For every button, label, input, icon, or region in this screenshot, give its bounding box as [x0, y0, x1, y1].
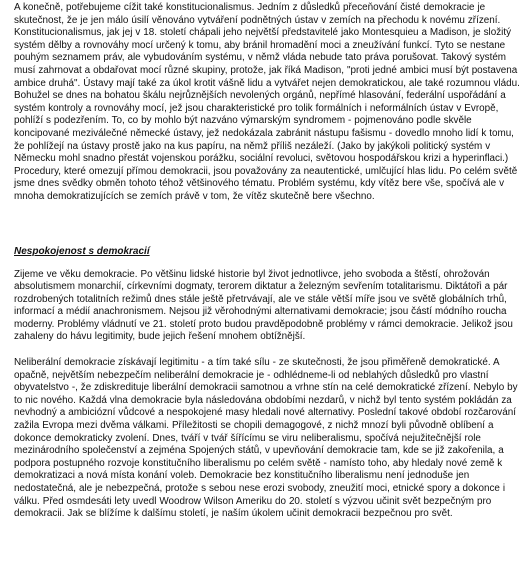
paragraph-constitutionalism: A konečně, potřebujeme cížit také konstitucionalismus. Jedním z důsledků přeceňování čisté demokracie je skutečnost, že je jen málo úsilí věnováno vytváření podnětných ústav v zemích na přechodu k novému zřízení. Konstitucionalismus, jak jej v 18. století chápali jeho největší představitelé jako Montesquieu a Madison, je složitý systém dělby a rovnováhy mocí určený k tomu, aby bránil hromadění moci a zneužívání funkcí. Tyto se nestane pouhým seznamem práv, ale vybudováním systému, v němž vláda nebude tato práva porušovat. Takový systém musí zahrnovat a obdařovat mocí různé skupiny, protože, jak říká Madison, "proti jedné ambici musí být postavena ambice druhá". Ústavy mají také za úkol krotit vášně lidu a vytvářet nejen demokratickou, ale také rozumnou vládu. Bohužel se dnes na bohatou škálu nejrůznějších nevolených orgánů, nepřímé hlasování, federální uspořádání a systém kontroly a rovnováhy mocí, jež jsou charakteristické pro tolik formálních i neformálních ústav v Evropě, pohlíží s podezřením. To, co by mohlo být nazváno výmarským syndromem - pojmenováno podle skvěle koncipované meziválečné německé ústavy, jež nedokázala zabránit nástupu fašismu - dovedlo mnoho lidí k tomu, že pohlížejí na ústavy prostě jako na kus papíru, na němž příliš nezáleží. (Jako by jakýkoli politický systém v Německu mohl snadno přestát vojenskou porážku, sociální revoluci, světovou hospodářskou krizi a hyperinflaci.) Procedury, které omezují přímou demokracii, jsou považovány za neautentické, umlčující hlas lidu. Po celém světě jsme dnes svědky obměn tohoto téhož většinového tématu. Problém systému, kdy vítěz bere vše, spočívá ale v mnoha demokratizujících se zemích právě v tom, že vítěz skutečně bere všechno.: [14, 2, 520, 202]
paragraph-illiberal-democracies: Neliberální demokracie získávají legitimitu - a tím také sílu - ze skutečnosti, že jsou přiměřeně demokratické. A opačně, největším nebezpečím neliberální demokracie je - odhlédneme-li od neblahých důsledků pro vlastní obyvatelstvo -, že zdiskredituje liberální demokracii samotnou a vrhne stín na celé demokratické zřízení. Nebylo by to nic nového. Každá vlna demokracie byla následována obdobími nezdarů, v nichž byl tento systém pokládán za nevhodný a ambiciózní vůdcové a nespokojené masy hledali nové alternativy. Poslední takové období rozčarování zažila Evropa mezi dvěma válkami. Příležitosti se chopili demagogové, z nichž mnozí byli původně oblíbení a dokonce demokraticky zvolení. Dnes, tváří v tvář šířícímu se viru neliberalismu, spočívá nejužitečnější role mezinárodního společenství a zejména Spojených států, v upevňování demokracie tam, kde se již zakořenila, a podpora postupného rozvoje konstitučního liberalismu po celém světě - namísto toho, aby hledaly nové země k demokratizaci a nová místa konání voleb. Demokracie bez konstitučního liberalismu není jednoduše jen nedostatečná, ale je nebezpečná, protože s sebou nese erozi svobody, zneužití moci, etnické spory a dokonce i válku. Před osmdesáti lety uvedl Woodrow Wilson Ameriku do 20. století s výzvou učinit svět bezpečným pro demokracii. Jak se blížíme k dalšímu století, je naším úkolem učinit demokracii bezpečnou pro svět.: [14, 357, 518, 520]
section-heading: Nespokojenost s demokracií: [14, 245, 150, 257]
paragraph-age-of-democracy: Zijeme ve věku demokracie. Po většinu lidské historie byl život jednotlivce, jeho svoboda a štěstí, ohrožován absolutismem monarchií, církevními dogmaty, terorem diktatur a železným sevřením totalitarismu. Diktátoři a pár rozdrobených totalitních režimů dnes stále ještě přetrvávají, ale ve stále větší míře jsou ve světě globálních trhů, informací a médií anachronismem. Nejsou již věrohodnými alternativami demokracie; jsou částí módního roucha moderny. Problémy vládnutí ve 21. století proto budou pravděpodobně problémy v rámci demokracie. Jelikož jsou zahaleny do hávu legitimity, bude jejich řešení mnohem obtížnější.: [14, 268, 513, 343]
